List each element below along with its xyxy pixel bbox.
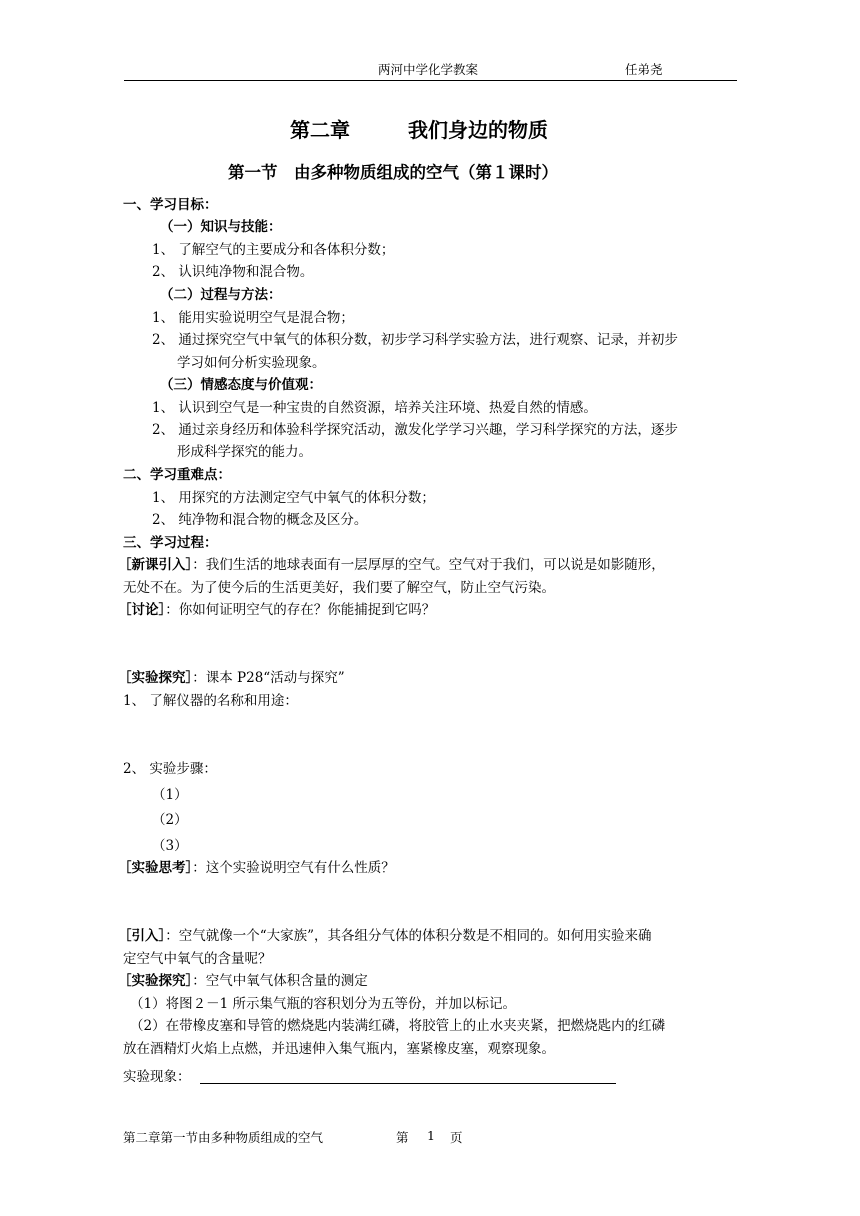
think-text: ：这个实验说明空气有什么性质？ <box>192 860 395 876</box>
explore1-text: ：课本 P28“活动与探究” <box>192 670 345 686</box>
explore2-tag: ［实验探究］ <box>118 973 193 989</box>
explore2-line <box>118 972 368 990</box>
discuss-line <box>118 601 435 619</box>
chapter-number: 第二章 <box>290 118 350 142</box>
header-author: 任弟尧 <box>625 62 663 77</box>
knowledge-heading: （一）知识与技能： <box>160 219 282 235</box>
explore1-line <box>118 669 345 687</box>
think-line <box>118 859 395 877</box>
process-item-2-line2: 学习如何分析实验现象。 <box>177 355 326 371</box>
chapter-title: 我们身边的物质 <box>408 118 548 142</box>
keypoints-heading: 二、学习重难点： <box>123 467 231 483</box>
footer-page-prefix: 第 <box>396 1130 409 1145</box>
step-procedure: 2、 实验步骤： <box>123 761 217 777</box>
think-tag: ［实验思考］ <box>118 860 193 876</box>
goals-heading: 一、学习目标： <box>123 197 218 213</box>
lead-tag: ［引入］ <box>118 928 166 944</box>
attitude-item-2-line2: 形成科学探究的能力。 <box>177 444 312 460</box>
section-title: 第一节 由多种物质组成的空气（第１课时） <box>228 163 558 182</box>
substep-1: （1） <box>152 787 188 803</box>
lead-text: ：空气就像一个“大家族”，其各组分气体的体积分数是不相同的。如何用实验来确 <box>165 928 652 944</box>
explore1-tag: ［实验探究］ <box>118 670 193 686</box>
attitude-heading: （三）情感态度与价值观： <box>160 377 322 393</box>
procedure-1: （1）将图２－1 所示集气瓶的容积划分为五等份，并加以标记。 <box>130 996 516 1012</box>
procedure-2-line2: 放在酒精灯火焰上点燃，并迅速伸入集气瓶内，塞紧橡皮塞，观察现象。 <box>123 1041 555 1057</box>
process-section-heading: 三、学习过程： <box>123 535 218 551</box>
footer-title: 第二章第一节由多种物质组成的空气 <box>123 1130 324 1145</box>
phenomenon-answer-line[interactable] <box>200 1083 616 1084</box>
header-rule <box>124 80 737 81</box>
substep-2: （2） <box>152 812 188 828</box>
discuss-tag: ［讨论］ <box>118 602 166 618</box>
attitude-item-1: 1、 认识到空气是一种宝贵的自然资源，培养关注环境、热爱自然的情感。 <box>152 400 597 416</box>
footer-page-number: 1 <box>427 1128 435 1143</box>
attitude-item-2-line1: 2、 通过亲身经历和体验科学探究活动，激发化学学习兴趣，学习科学探究的方法，逐步 <box>152 422 678 438</box>
footer-page-suffix: 页 <box>450 1130 463 1145</box>
knowledge-item-1: 1、 了解空气的主要成分和各体积分数； <box>152 242 395 258</box>
keypoint-2: 2、 纯净物和混合物的概念及区分。 <box>152 512 368 528</box>
intro-line1 <box>118 556 665 574</box>
discuss-text: ：你如何证明空气的存在？你能捕捉到它吗？ <box>165 602 436 618</box>
keypoint-1: 1、 用探究的方法测定空气中氧气的体积分数； <box>152 490 435 506</box>
phenomenon-label: 实验现象： <box>123 1069 191 1085</box>
procedure-2-line1: （2）在带橡皮塞和导管的燃烧匙内装满红磷，将胶管上的止水夹夹紧，把燃烧匙内的红磷 <box>130 1018 666 1034</box>
header-school: 两河中学化学教案 <box>378 62 479 77</box>
explore2-text: ：空气中氧气体积含量的测定 <box>192 973 368 989</box>
process-item-2-line1: 2、 通过探究空气中氧气的体积分数，初步学习科学实验方法，进行观察、记录，并初步 <box>152 332 678 348</box>
lead-line1 <box>118 927 652 945</box>
intro-line2: 无处不在。为了使今后的生活更美好，我们要了解空气，防止空气污染。 <box>123 580 555 596</box>
process-item-1: 1、 能用实验说明空气是混合物； <box>152 310 354 326</box>
step-instruments: 1、 了解仪器的名称和用途： <box>123 693 298 709</box>
knowledge-item-2: 2、 认识纯净物和混合物。 <box>152 264 314 280</box>
lead-line2: 定空气中氧气的含量呢？ <box>123 951 272 967</box>
substep-3: （3） <box>152 838 188 854</box>
process-heading: （二）过程与方法： <box>160 287 282 303</box>
intro-text: ：我们生活的地球表面有一层厚厚的空气。空气对于我们，可以说是如影随形， <box>192 557 665 573</box>
intro-tag: ［新课引入］ <box>118 557 193 573</box>
